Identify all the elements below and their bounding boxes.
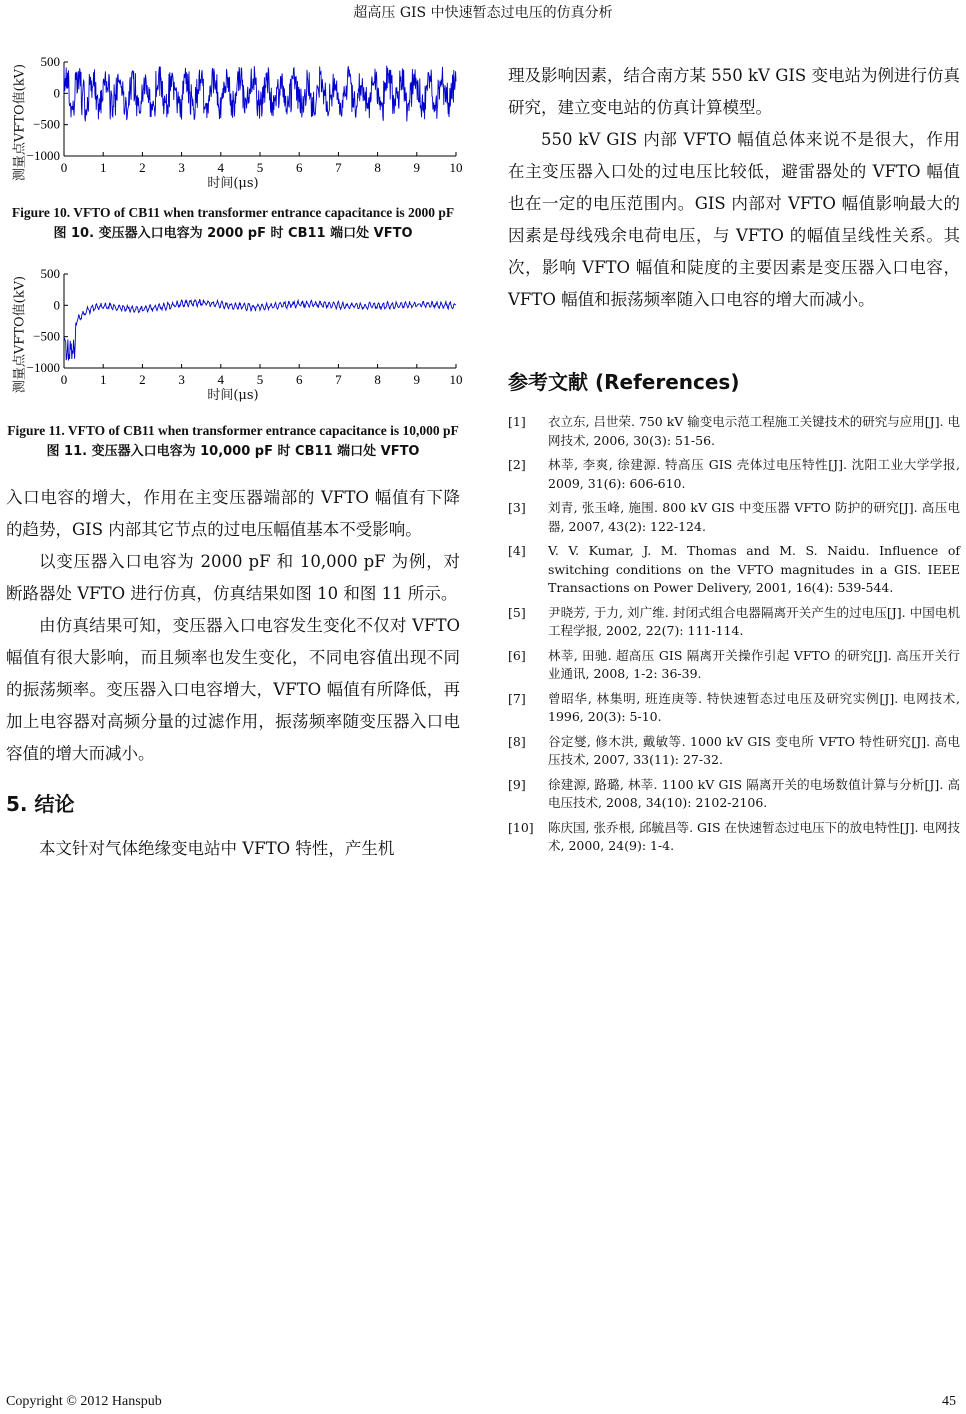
- figure-10-chart: [6, 48, 463, 196]
- reference-text: 衣立东, 吕世荣. 750 kV 输变电示范工程施工关键技术的研究与应用[J]. 电网技术, 2006, 30(3): 51-56.: [548, 414, 961, 448]
- reference-text: 曾昭华, 林集明, 班连庚等. 特快速暂态过电压及研究实例[J]. 电网技术, 1996, 20(3): 5-10.: [548, 690, 960, 724]
- reference-item: [508, 456, 960, 493]
- reference-text: 尹晓芳, 于力, 刘广维. 封闭式组合电器隔离开关产生的过电压[J]. 中国电机工程学报, 2002, 22(7): 111-114.: [548, 604, 960, 638]
- figure-11-caption-zh: 图 11. 变压器入口电容为 10,000 pF 时 CB11 端口处 VFTO: [46, 444, 420, 459]
- x-tick-label: 3: [178, 160, 185, 175]
- reference-text: 林莘, 李爽, 徐建源. 特高压 GIS 壳体过电压特性[J]. 沈阳工业大学学报, 2009, 31(6): 606-610.: [548, 457, 960, 491]
- reference-number: [5]: [508, 604, 526, 620]
- reference-item: [508, 542, 960, 598]
- x-tick-label: 7: [335, 160, 342, 175]
- body-paragraph: 550 kV GIS 内部 VFTO 幅值总体来说不是很大，作用在主变压器入口处的过电压比较低，避雷器处的 VFTO 幅值也在一定的电压范围内。GIS 内部对 VFTO 幅值影响最大的因素是母线残余电荷电压，与 VFTO 的幅值呈线性关系。其次，影响 VFTO 幅值和陡度的主要因素是变压器入口电容，VFTO 幅值和振荡频率随入口电容的增大而减小。: [508, 130, 960, 309]
- x-tick-label: 0: [60, 372, 68, 387]
- x-tick-label: 6: [295, 160, 303, 175]
- reference-item: [508, 413, 960, 450]
- chart-x-label: 时间(μs): [207, 176, 259, 191]
- x-tick-label: 9: [413, 372, 421, 387]
- reference-text: 陈庆国, 张乔根, 邱毓昌等. GIS 在快速暂态过电压下的放电特性[J]. 电网技术, 2000, 24(9): 1-4.: [548, 819, 960, 853]
- x-tick-label: 2: [139, 372, 146, 387]
- reference-text: V. V. Kumar, J. M. Thomas and M. S. Naidu. Influence of switching conditions on the VFTO magnitudes in a GIS. IEEE Transactions on Power Delivery, 2001, 16(4): 539-544.: [548, 543, 960, 595]
- body-paragraph: 本文针对气体绝缘变电站中 VFTO 特性，产生机: [39, 839, 395, 858]
- reference-item: [508, 690, 960, 727]
- x-tick-label: 3: [178, 372, 185, 387]
- figure-11-caption-en: Figure 11. VFTO of CB11 when transformer entrance capacitance is 10,000 pF: [7, 423, 459, 438]
- figure-10-plot: [6, 48, 463, 175]
- x-tick-label: 0: [60, 160, 68, 175]
- chart-y-label: 测量点VFTO值(kV): [12, 63, 28, 182]
- figure-10-caption-zh: 图 10. 变压器入口电容为 2000 pF 时 CB11 端口处 VFTO: [53, 226, 413, 241]
- x-tick-label: 6: [295, 372, 303, 387]
- reference-item: [508, 776, 960, 813]
- body-paragraph: 入口电容的增大，作用在主变压器端部的 VFTO 幅值有下降的趋势，GIS 内部其它节点的过电压幅值基本不受影响。: [6, 488, 460, 539]
- x-tick-label: 8: [374, 160, 381, 175]
- y-tick-label: 500: [40, 54, 60, 69]
- x-tick-label: 10: [449, 372, 463, 387]
- reference-number: [2]: [508, 457, 526, 472]
- references-heading: 参考文献 (References): [508, 370, 740, 394]
- section-heading-conclusion: 5. 结论: [6, 792, 75, 816]
- x-tick-label: 1: [99, 160, 107, 175]
- body-paragraph: 由仿真结果可知，变压器入口电容发生变化不仅对 VFTO 幅值有很大影响，而且频率也发生变化，不同电容值出现不同的振荡频率。变压器入口电容增大，VFTO 幅值有所降低，再加上电容器对高频分量的过滤作用，振荡频率随变压器入口电容值的增大而减小。: [6, 616, 460, 763]
- page-number: 45: [942, 1394, 956, 1409]
- x-tick-label: 1: [99, 372, 107, 387]
- x-tick-label: 2: [139, 160, 146, 175]
- figure-11-chart: [6, 260, 463, 408]
- reference-text: 徐建源, 路璐, 林莘. 1100 kV GIS 隔离开关的电场数值计算与分析[J]. 高电压技术, 2008, 34(10): 2102-2106.: [548, 776, 960, 810]
- y-tick-label: 500: [40, 266, 60, 281]
- reference-number: [3]: [508, 500, 526, 515]
- reference-item: [508, 499, 960, 536]
- chart-x-label: 时间(μs): [207, 388, 259, 403]
- x-tick-label: 4: [217, 160, 225, 175]
- reference-number: [8]: [508, 733, 526, 749]
- reference-text: 林莘, 田驰. 超高压 GIS 隔离开关操作引起 VFTO 的研究[J]. 高压开关行业通讯, 2008, 1-2: 36-39.: [548, 647, 960, 681]
- body-paragraph: 理及影响因素，结合南方某 550 kV GIS 变电站为例进行仿真研究，建立变电站的仿真计算模型。: [508, 66, 960, 117]
- reference-number: [7]: [508, 690, 526, 706]
- chart-y-label: 测量点VFTO值(kV): [12, 275, 28, 394]
- reference-number: [10]: [508, 819, 534, 835]
- reference-list: [508, 413, 960, 856]
- x-tick-label: 8: [374, 372, 381, 387]
- x-tick-label: 10: [449, 160, 463, 175]
- x-tick-label: 9: [413, 160, 421, 175]
- reference-item: [508, 647, 960, 684]
- x-tick-label: 7: [335, 372, 342, 387]
- reference-number: [1]: [508, 414, 526, 429]
- x-tick-label: 5: [256, 372, 264, 387]
- figure-10-caption-en: Figure 10. VFTO of CB11 when transformer entrance capacitance is 2000 pF: [11, 205, 455, 220]
- left-column: [6, 48, 463, 865]
- y-tick-label: 0: [53, 297, 60, 313]
- figure-11-plot: [6, 260, 463, 387]
- reference-number: [9]: [508, 776, 526, 792]
- reference-number: [6]: [508, 647, 526, 663]
- running-header: 超高压 GIS 中快速暂态过电压的仿真分析: [353, 5, 613, 21]
- body-paragraph: 以变压器入口电容为 2000 pF 和 10,000 pF 为例，对断路器处 VFTO 进行仿真，仿真结果如图 10 和图 11 所示。: [6, 552, 460, 603]
- reference-number: [4]: [508, 543, 526, 558]
- reference-text: 刘青, 张玉峰, 施围. 800 kV GIS 中变压器 VFTO 防护的研究[J]. 高压电器, 2007, 43(2): 122-124.: [548, 500, 960, 534]
- copyright-footer: Copyright © 2012 Hanspub: [6, 1394, 162, 1409]
- y-tick-label: −1000: [26, 360, 60, 375]
- y-tick-label: −500: [33, 328, 60, 344]
- y-tick-label: −1000: [26, 148, 60, 163]
- reference-item: [508, 733, 960, 770]
- y-tick-label: 0: [53, 85, 60, 101]
- x-tick-label: 4: [217, 372, 225, 387]
- y-tick-label: −500: [33, 116, 60, 132]
- vfto-series-line: [64, 66, 456, 122]
- reference-item: [508, 604, 960, 641]
- right-column: [508, 60, 960, 862]
- x-tick-label: 5: [256, 160, 264, 175]
- vfto-series-line: [64, 300, 456, 361]
- reference-item: [508, 819, 960, 856]
- reference-text: 谷定燮, 修木洪, 戴敏等. 1000 kV GIS 变电所 VFTO 特性研究[J]. 高电压技术, 2007, 33(11): 27-32.: [548, 733, 960, 767]
